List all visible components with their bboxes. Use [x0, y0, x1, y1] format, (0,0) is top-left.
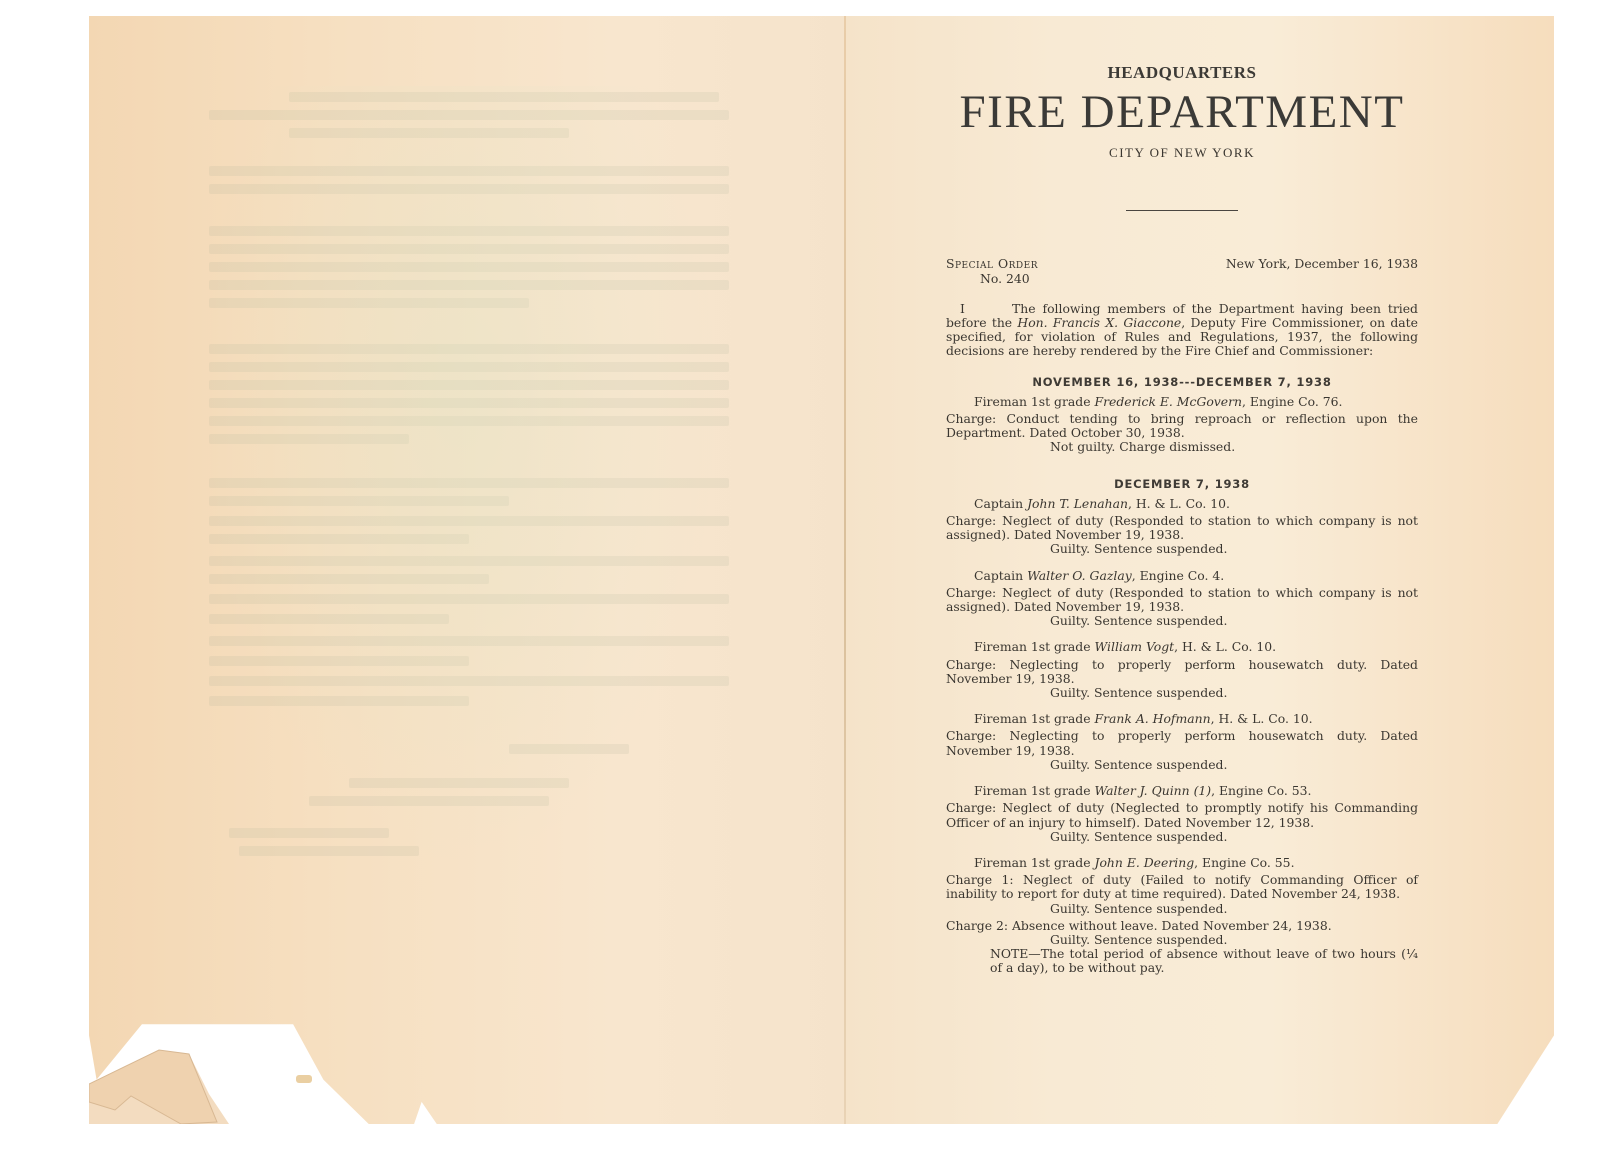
charge-text: Charge: Neglect of duty (Responded to station to which company is not assigned). Dated November 19, 1938. — [946, 513, 1418, 543]
left-page-back — [89, 16, 845, 1124]
bleed-through-text — [209, 262, 729, 272]
bleed-through-text — [209, 380, 729, 390]
special-order-label: Special Order — [946, 256, 1038, 272]
case-entry: Captain Walter O. Gazlay, Engine Co. 4. Charge: Neglect of duty (Responded to station to which company is not assigned). Dated November 19, 1938. Guilty. Sentence suspended. — [946, 567, 1418, 629]
bleed-through-text — [209, 614, 449, 624]
bleed-through-text — [209, 478, 729, 488]
charge-text: Charge: Neglect of duty (Responded to station to which company is not assigned). Dated November 19, 1938. — [946, 584, 1418, 615]
bleed-through-text — [209, 496, 509, 506]
bleed-through-text — [209, 594, 729, 604]
bleed-through-text — [209, 416, 729, 426]
member-name: William Vogt — [1094, 639, 1175, 655]
verdict: Guilty. Sentence suspended. — [1050, 900, 1228, 916]
member-name: John E. Deering — [1094, 854, 1195, 870]
bleed-through-text — [209, 362, 729, 372]
bleed-through-text — [309, 796, 549, 806]
bleed-through-text — [209, 166, 729, 176]
bleed-through-text — [209, 434, 409, 444]
member-name: Walter O. Gazlay — [1027, 567, 1132, 583]
member-name: Frank A. Hofmann — [1094, 711, 1211, 727]
bleed-through-text — [209, 676, 729, 686]
bleed-through-text — [209, 184, 729, 194]
verdict: Guilty. Sentence suspended. — [1050, 613, 1228, 629]
verdict: Guilty. Sentence suspended. — [1050, 756, 1228, 772]
member-name: John T. Lenahan — [1027, 495, 1128, 511]
charge-text: Charge: Neglect of duty (Neglected to promptly notify his Commanding Officer of an injury to himself). Dated November 12, 1938. — [946, 800, 1418, 830]
case-entry: Captain John T. Lenahan, H. & L. Co. 10. Charge: Neglect of duty (Responded to station to which company is not assigned). Dated November 19, 1938. Guilty. Sentence suspended. — [946, 495, 1418, 557]
section-heading: DECEMBER 7, 1938 — [1114, 476, 1250, 491]
bleed-through-text — [209, 656, 469, 666]
charge-text: Charge: Neglecting to properly perform housewatch duty. Dated November 19, 1938. — [946, 656, 1418, 686]
verdict: Guilty. Sentence suspended. — [1050, 828, 1228, 844]
charge-text: Charge: Conduct tending to bring reproach or reflection upon the Department. Dated October 30, 1938. — [946, 411, 1418, 441]
paragraph-number: I — [960, 300, 965, 316]
verdict: Not guilty. Charge dismissed. — [1050, 439, 1236, 455]
special-order-document — [946, 60, 1418, 976]
bleed-through-text — [209, 574, 489, 584]
section-heading: NOVEMBER 16, 1938---DECEMBER 7, 1938 — [1032, 374, 1332, 389]
case-entry: Fireman 1st grade John E. Deering, Engine Co. 55. Charge 1: Neglect of duty (Failed to notify Commanding Officer of inability to report for duty at time required). Dated November 24, 1938. Guilty. Sentence suspended. Charge 2: Absence without leave. Dated November 24, 1938. Guilty. Sentence suspended. NOTE—The total period of absence without leave of two hours (¼ of a day), to be without pay. — [946, 854, 1418, 976]
fold-crease — [844, 16, 846, 1124]
verdict: Guilty. Sentence suspended. — [1050, 541, 1228, 557]
pay-note: NOTE—The total period of absence without leave of two hours (¼ of a day), to be without pay. — [990, 946, 1418, 976]
charge-text: Charge 2: Absence without leave. Dated November 24, 1938. — [946, 917, 1332, 933]
bleed-through-text — [209, 636, 729, 646]
bleed-through-text — [209, 244, 729, 254]
case-entry: Fireman 1st grade Frank A. Hofmann, H. & L. Co. 10. Charge: Neglecting to properly perform housewatch duty. Dated November 19, 1938. Guilty. Sentence suspended. — [946, 711, 1418, 772]
intro-paragraph: I The following members of the Department having been tried before the Hon. Francis X. Giaccone, Deputy Fire Commissioner, on date specified, for violation of Rules and Regulations, 1937, the following decisions are hereby rendered by the Fire Chief and Commissioner: — [946, 300, 1418, 359]
commissioner-name: Hon. Francis X. Giaccone — [1017, 315, 1182, 331]
bleed-through-text — [289, 128, 569, 138]
divider-rule — [1126, 210, 1238, 211]
bleed-through-text — [209, 110, 729, 120]
charge-text: Charge: Neglecting to properly perform housewatch duty. Dated November 19, 1938. — [946, 728, 1418, 758]
bleed-through-text — [209, 344, 729, 354]
member-name: Frederick E. McGovern — [1094, 393, 1243, 409]
bleed-through-text — [289, 92, 719, 102]
bleed-through-text — [209, 516, 729, 526]
headquarters-heading: HEADQUARTERS — [1107, 63, 1257, 82]
bleed-through-text — [209, 298, 529, 308]
fire-department-title: FIRE DEPARTMENT — [959, 86, 1405, 139]
place-date: New York, December 16, 1938 — [1225, 256, 1418, 272]
bleed-through-text — [229, 828, 389, 838]
bleed-through-text — [209, 556, 729, 566]
order-header — [946, 257, 1418, 285]
bleed-through-text — [239, 846, 419, 856]
order-number: No. 240 — [980, 270, 1030, 286]
bleed-through-text — [209, 398, 729, 408]
charge-text: Charge 1: Neglect of duty (Failed to notify Commanding Officer of inability to report for duty at time required). Dated November 24, 1938. — [946, 872, 1418, 902]
city-subtitle: CITY OF NEW YORK — [1109, 145, 1255, 161]
verdict: Guilty. Sentence suspended. — [1050, 685, 1228, 701]
bleed-through-text — [349, 778, 569, 788]
bleed-through-text — [209, 534, 469, 544]
bleed-through-text — [509, 744, 629, 754]
case-entry: Fireman 1st grade Frederick E. McGovern, Engine Co. 76. Charge: Conduct tending to bring reproach or reflection upon the Department. Dated October 30, 1938. Not guilty. Charge dismissed. — [946, 393, 1418, 455]
member-name: Walter J. Quinn (1) — [1094, 783, 1212, 799]
case-entry: Fireman 1st grade William Vogt, H. & L. Co. 10. Charge: Neglecting to properly perform housewatch duty. Dated November 19, 1938. Guilty. Sentence suspended. — [946, 639, 1418, 701]
paper-stain — [296, 1075, 312, 1083]
bleed-through-text — [209, 696, 469, 706]
bleed-through-text — [209, 280, 729, 290]
bleed-through-text — [209, 226, 729, 236]
case-entry: Fireman 1st grade Walter J. Quinn (1), Engine Co. 53. Charge: Neglect of duty (Neglected to promptly notify his Commanding Officer of an injury to himself). Dated November 12, 1938. Guilty. Sentence suspended. — [946, 783, 1418, 844]
verdict: Guilty. Sentence suspended. — [1050, 931, 1228, 947]
